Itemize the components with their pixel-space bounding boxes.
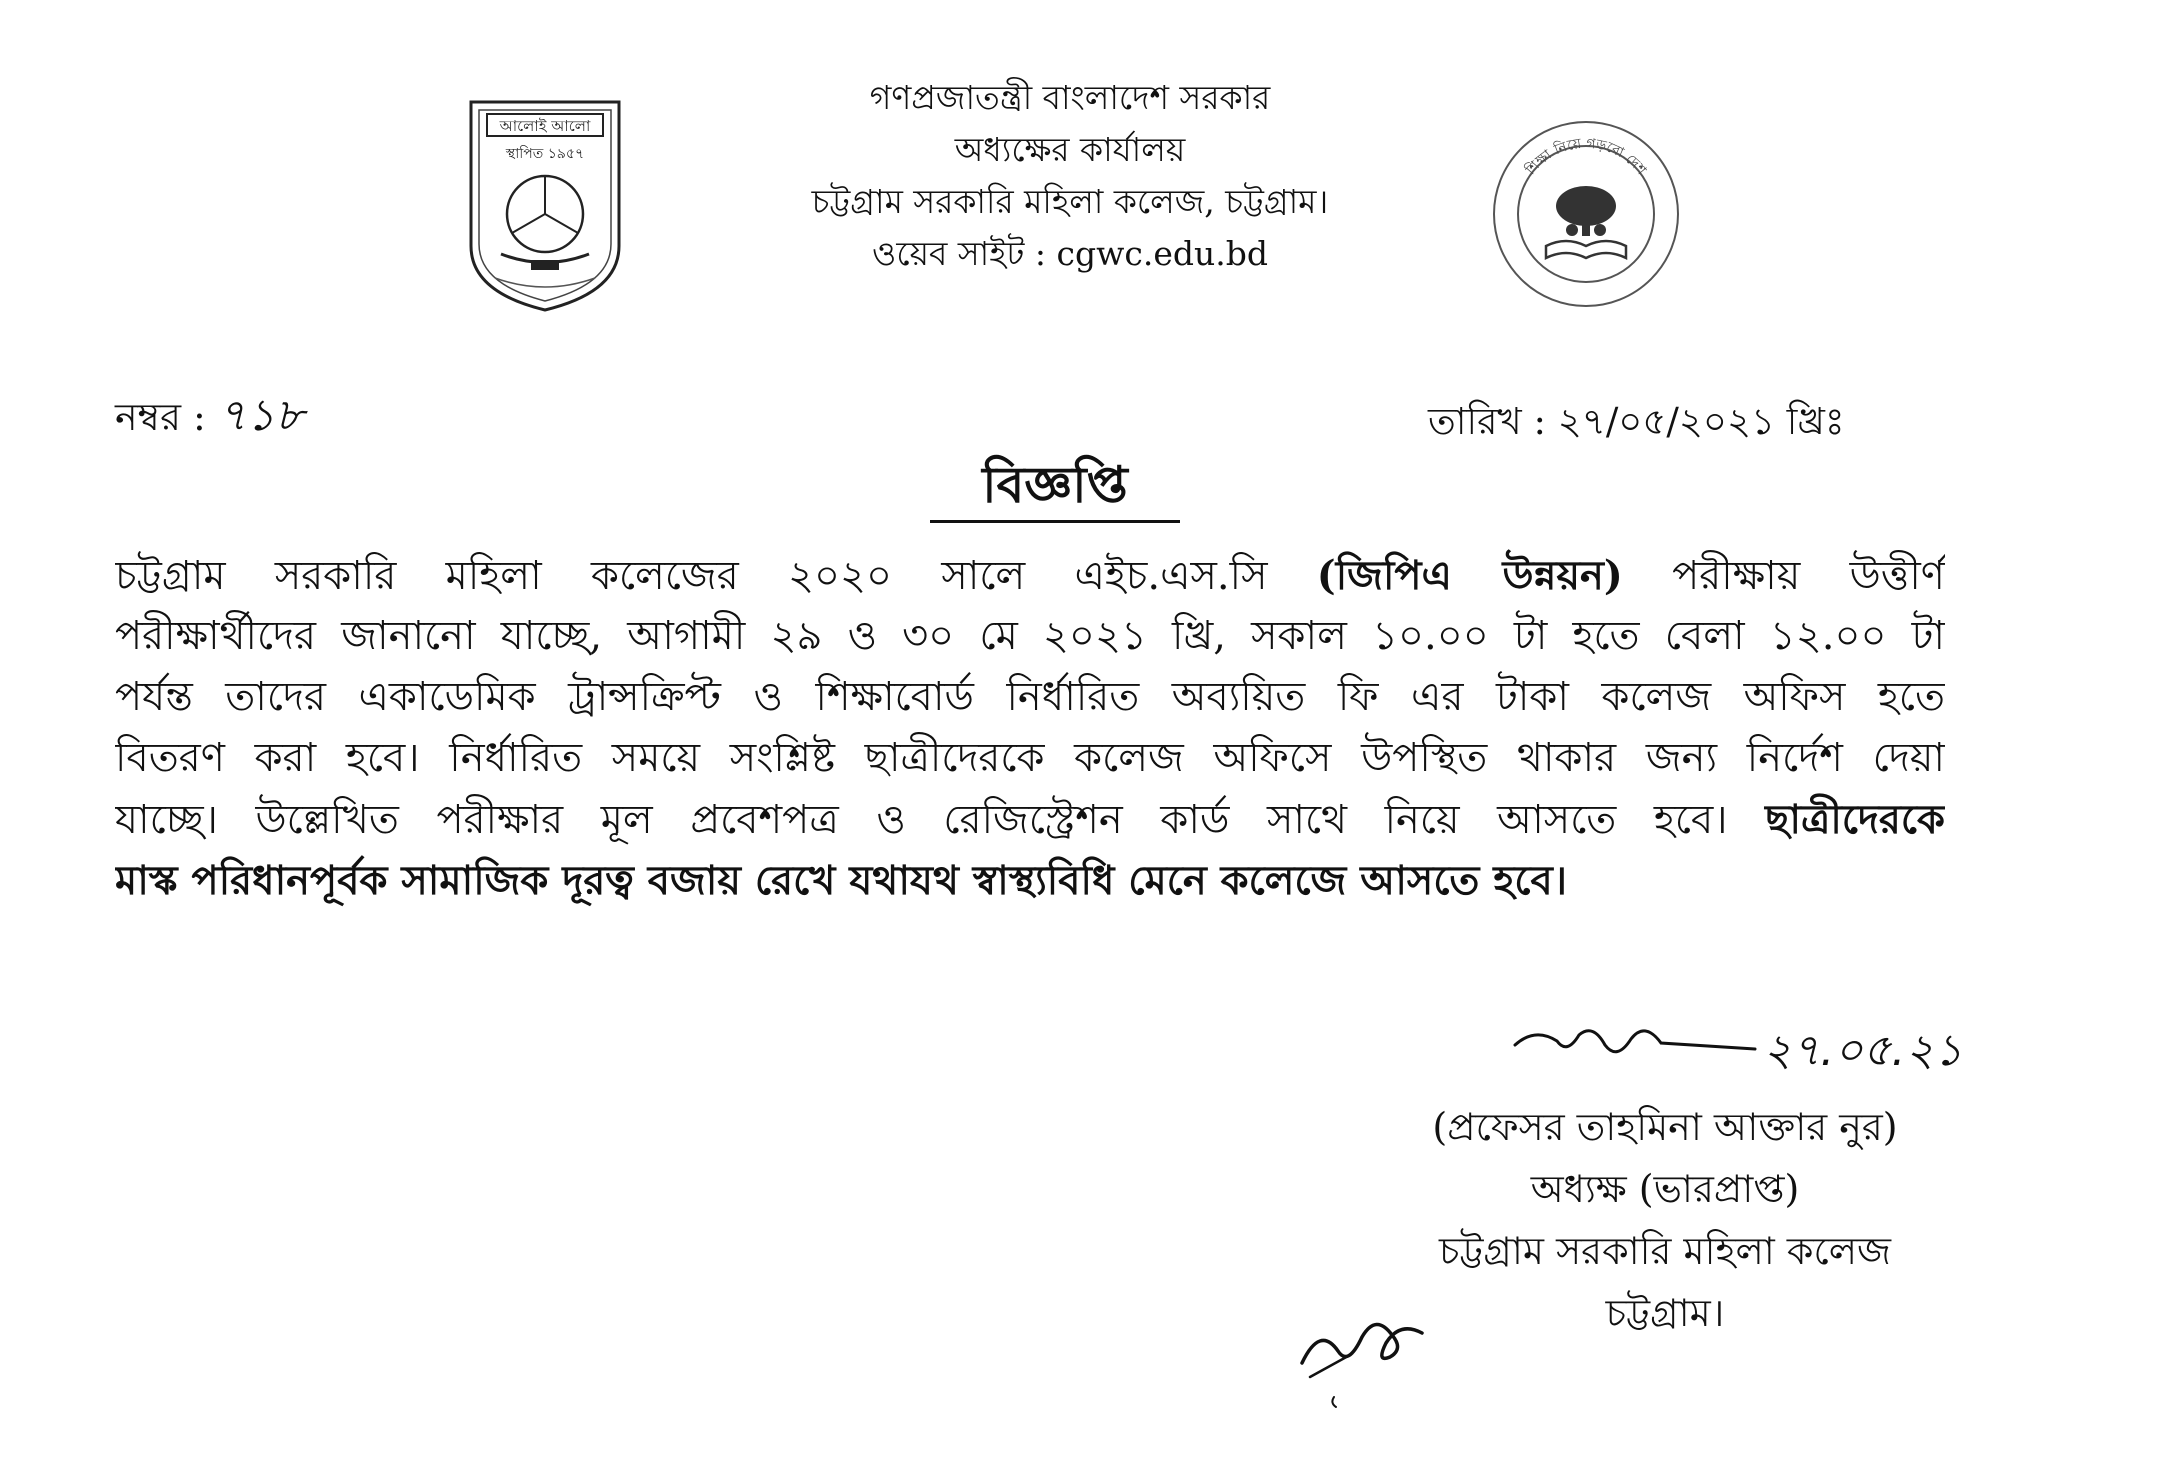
letterhead (560, 72, 1580, 280)
memo-date: তারিখ : ২৭/০৫/২০২১ খ্রিঃ (1428, 400, 1845, 443)
memo-number-label: নম্বর : (115, 395, 218, 439)
education-seal (1490, 118, 1682, 310)
notice-line-6: মাস্ক পরিধানপূর্বক সামাজিক দূরত্ব বজায় রেখে যথাযথ স্বাস্থ্যবিধি মেনে কলেজে আসতে হবে। (115, 857, 1568, 904)
logo-established-text: স্থাপিত ১৯৫৭ (505, 146, 585, 162)
svg-text:শিক্ষা নিয়ে গড়বো দেশ (1522, 136, 1650, 179)
initial-signature (1290, 1285, 1440, 1415)
website: ওয়েব সাইট : cgwc.edu.bd (872, 234, 1268, 273)
health-instruction-emphasis: ছাত্রীদেরকে (1765, 796, 1945, 843)
office-name: অধ্যক্ষের কার্যালয় (954, 130, 1186, 169)
principal-signature (1505, 1005, 2065, 1095)
notice-line-5: যাচ্ছে। উল্লেখিত পরীক্ষার মূল প্রবেশপত্র ও রেজিস্ট্রেশন কার্ড সাথে নিয়ে আসতে হবে। ছাত্রীদেরকে (115, 796, 1945, 843)
notice-title: বিজ্ঞপ্তি (930, 452, 1180, 523)
education-seal-icon (1490, 118, 1682, 310)
government-name: গণপ্রজাতন্ত্রী বাংলাদেশ সরকার (869, 78, 1271, 117)
signature-scribble-icon (1505, 1005, 2065, 1095)
initial-scribble-icon (1290, 1285, 1440, 1415)
signatory-city: চট্টগ্রাম। (1605, 1291, 1725, 1335)
signature-block (1370, 1096, 1960, 1344)
college-name: চট্টগ্রাম সরকারি মহিলা কলেজ, চট্টগ্রাম। (811, 182, 1329, 221)
notice-body (115, 545, 1945, 911)
signature-date: ২৭.০৫.২১ (1763, 1025, 1963, 1076)
logo-motto-text: আলোই আলো (499, 117, 591, 135)
gpa-improvement-emphasis: (জিপিএ উন্নয়ন) (1316, 552, 1623, 599)
notice-line-2: পরীক্ষার্থীদের জানানো যাচ্ছে, আগামী ২৯ ও ৩০ মে ২০২১ খ্রি, সকাল ১০.০০ টা হতে বেলা ১২.০০ টা (115, 613, 1945, 659)
memo-number (115, 382, 304, 455)
notice-line-4: বিতরণ করা হবে। নির্ধারিত সময়ে সংশ্লিষ্ট ছাত্রীদেরকে কলেজ অফিসে উপস্থিত থাকার জন্য নির্দেশ দেয়া (115, 735, 1945, 781)
notice-line-1: চট্টগ্রাম সরকারি মহিলা কলেজের ২০২০ সালে এইচ.এস.সি (জিপিএ উন্নয়ন) পরীক্ষায় উত্তীর্ণ (115, 552, 1945, 599)
signatory-designation: অধ্যক্ষ (ভারপ্রাপ্ত) (1530, 1167, 1800, 1211)
memo-number-value: ৭১৮ (217, 390, 304, 441)
signatory-name: (প্রফেসর তাহমিনা আক্তার নুর) (1432, 1105, 1898, 1149)
signatory-institution: চট্টগ্রাম সরকারি মহিলা কলেজ (1438, 1229, 1892, 1273)
seal-motto-text: শিক্ষা নিয়ে গড়বো দেশ (1522, 135, 1650, 179)
notice-line-3: পর্যন্ত তাদের একাডেমিক ট্রান্সক্রিপ্ট ও শিক্ষাবোর্ড নির্ধারিত অব্যয়িত ফি এর টাকা কলেজ অফিস হতে (115, 674, 1945, 720)
